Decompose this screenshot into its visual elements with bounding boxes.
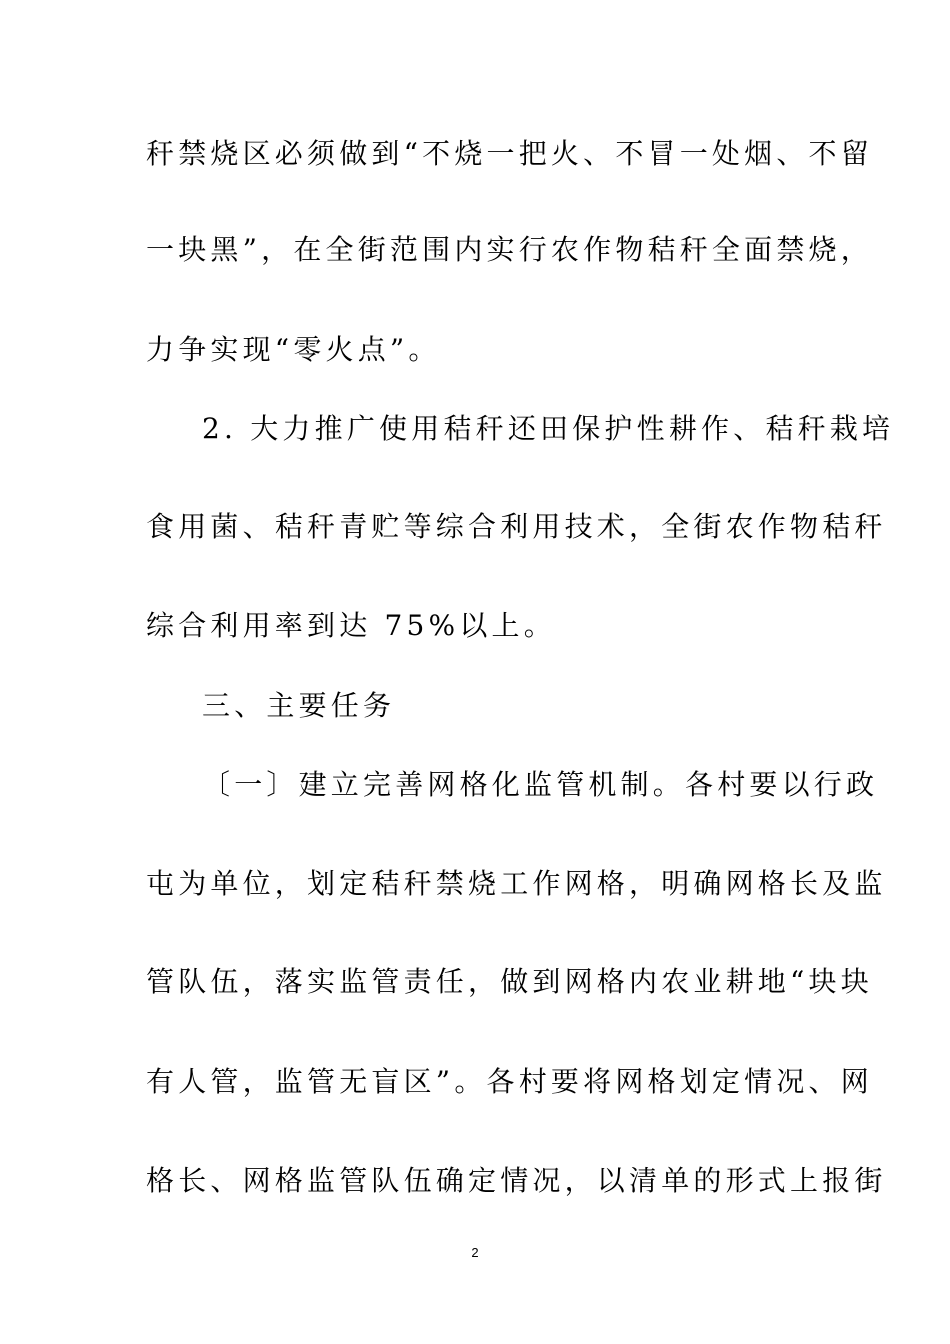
text-line: 秆禁烧区必须做到“不烧一把火、不冒一处烟、不留 — [146, 137, 873, 170]
text-line: 管队伍，落实监管责任，做到网格内农业耕地“块块 — [146, 965, 873, 998]
text-line: 一块黑”，在全街范围内实行农作物秸秆全面禁烧， — [146, 233, 873, 266]
text-line: 〔一〕建立完善网格化监管机制。各村要以行政 — [202, 768, 879, 801]
text-line: 食用菌、秸秆青贮等综合利用技术，全街农作物秸秆 — [146, 510, 887, 543]
section-heading: 三、主要任务 — [202, 689, 396, 722]
page-number: 2 — [471, 1245, 479, 1260]
text-line: 综合利用率到达 75%以上。 — [146, 609, 556, 642]
text-line: 格长、网格监管队伍确定情况，以清单的形式上报街 — [146, 1164, 887, 1197]
text-line: 力争实现“零火点”。 — [146, 333, 441, 366]
text-line: 有人管，监管无盲区”。各村要将网格划定情况、网 — [146, 1065, 873, 1098]
text-line: 2. 大力推广使用秸秆还田保护性耕作、秸秆栽培 — [202, 412, 895, 445]
text-line: 屯为单位，划定秸秆禁烧工作网格，明确网格长及监 — [146, 867, 887, 900]
